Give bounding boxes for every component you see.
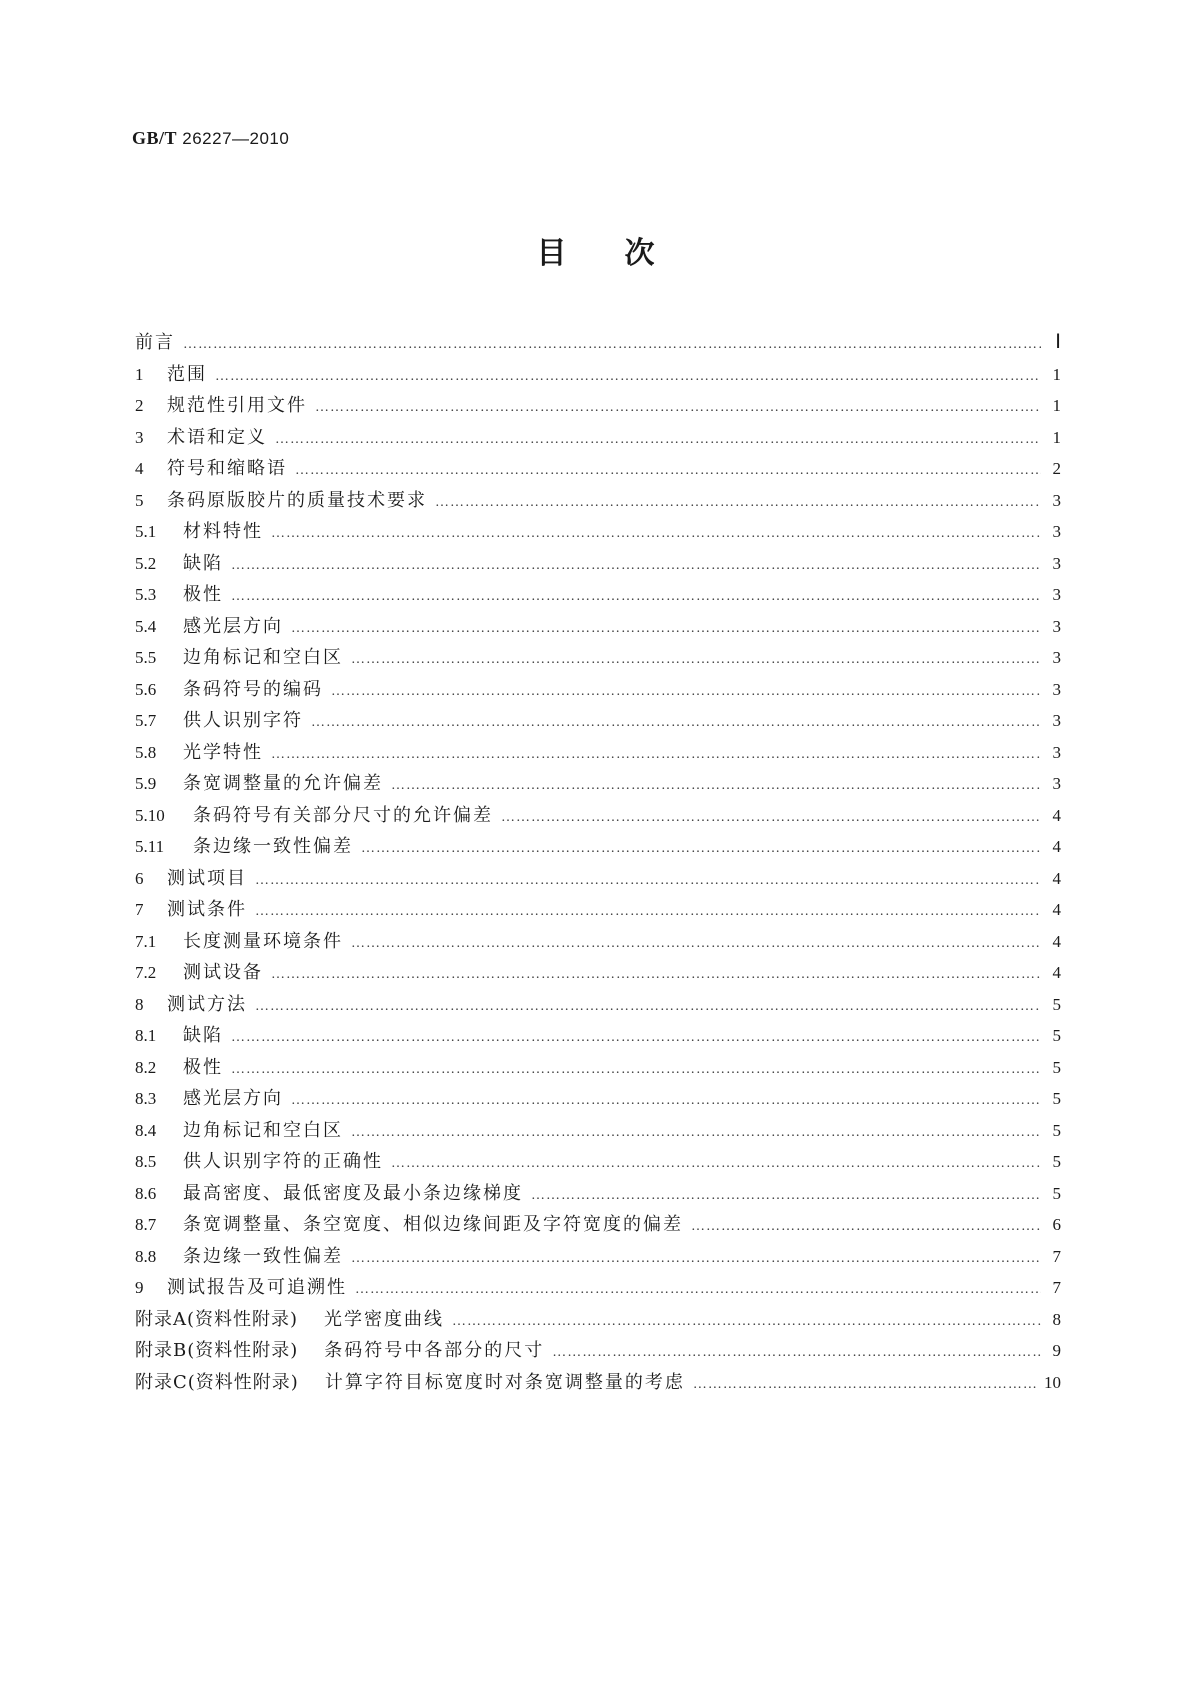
toc-entry[interactable] xyxy=(135,328,1061,360)
toc-entry-page: 1 xyxy=(1052,364,1061,384)
toc-entry-number: 5.11 xyxy=(135,837,165,856)
toc-entry-page: 1 xyxy=(1052,396,1061,415)
toc-entry-page: 3 xyxy=(1052,774,1061,793)
toc-entry-page: 4 xyxy=(1052,900,1061,919)
toc-dot-leader xyxy=(183,337,1041,353)
toc-entry[interactable] xyxy=(135,1210,1061,1242)
toc-entry[interactable] xyxy=(135,423,1061,455)
toc-entry-title: 测试项目 xyxy=(167,867,247,889)
toc-entry[interactable] xyxy=(135,769,1061,801)
toc-entry-title: 条边缘一致性偏差 xyxy=(193,836,353,857)
toc-entry-number: 1 xyxy=(135,364,144,384)
toc-entry-page: 1 xyxy=(1052,427,1061,447)
toc-entry[interactable] xyxy=(135,1368,1061,1400)
toc-entry-page: 7 xyxy=(1052,1278,1061,1297)
toc-entry-number: 5.2 xyxy=(135,553,157,573)
toc-entry-title: 条码符号中各部分的尺寸 xyxy=(324,1340,545,1361)
toc-entry-page: 3 xyxy=(1052,553,1061,573)
toc-entry-title: 条宽调整量、条空宽度、相似边缘间距及字符宽度的偏差 xyxy=(183,1214,683,1235)
toc-entry-title: 符号和缩略语 xyxy=(167,458,287,479)
toc-entry-title: 条边缘一致性偏差 xyxy=(183,1245,343,1267)
toc-entry-page: 3 xyxy=(1052,679,1061,699)
toc-entry-number: 8.8 xyxy=(135,1246,157,1266)
toc-entry-number: 4 xyxy=(135,459,144,478)
toc-entry-number: 5.1 xyxy=(135,522,157,541)
toc-entry-number: 5.8 xyxy=(135,742,157,762)
toc-entry-page: 2 xyxy=(1052,459,1061,478)
toc-entry-page: 6 xyxy=(1052,1215,1061,1234)
toc-entry[interactable] xyxy=(135,1273,1061,1305)
toc-dot-leader xyxy=(231,1030,1041,1046)
toc-entry-title: 规范性引用文件 xyxy=(167,395,307,416)
toc-entry-title: 前言 xyxy=(135,332,175,353)
standard-number xyxy=(132,128,289,149)
toc-entry-number: 5.4 xyxy=(135,616,157,636)
toc-entry-page: 4 xyxy=(1052,963,1061,982)
toc-dot-leader xyxy=(271,967,1041,983)
toc-dot-leader xyxy=(501,810,1041,826)
toc-entry-title: 材料特性 xyxy=(183,521,263,542)
toc-entry-number: 6 xyxy=(135,868,144,888)
toc-entry[interactable] xyxy=(135,864,1061,896)
toc-entry-title: 条宽调整量的允许偏差 xyxy=(183,773,383,794)
toc-entry-title: 感光层方向 xyxy=(183,1088,283,1109)
toc-entry-title: 条码符号有关部分尺寸的允许偏差 xyxy=(193,804,493,826)
toc-entry-title: 极性 xyxy=(183,584,223,605)
toc-entry-title: 供人识别字符的正确性 xyxy=(183,1151,383,1172)
toc-dot-leader xyxy=(391,778,1041,794)
toc-entry-title: 条码原版胶片的质量技术要求 xyxy=(167,489,427,511)
toc-entry-number: 8.6 xyxy=(135,1183,157,1203)
toc-entry[interactable] xyxy=(135,1179,1061,1211)
toc-dot-leader xyxy=(361,841,1041,857)
toc-entry-number: 5.9 xyxy=(135,774,157,793)
toc-entry-number: 9 xyxy=(135,1278,144,1297)
toc-entry-page: 9 xyxy=(1052,1341,1061,1360)
toc-entry-number: 3 xyxy=(135,427,144,447)
toc-entry-title: 长度测量环境条件 xyxy=(183,930,343,952)
toc-dot-leader xyxy=(691,1219,1041,1235)
toc-dot-leader xyxy=(351,1251,1041,1267)
toc-entry-page: 3 xyxy=(1052,711,1061,730)
toc-entry-title: 光学密度曲线 xyxy=(324,1308,445,1330)
toc-entry-number: 7 xyxy=(135,900,144,919)
toc-dot-leader xyxy=(231,558,1041,574)
toc-entry[interactable] xyxy=(135,1305,1061,1337)
toc-entry-page: 8 xyxy=(1052,1309,1061,1329)
toc-entry-page: 3 xyxy=(1052,616,1061,636)
toc-entry-number: 5.7 xyxy=(135,711,157,730)
toc-entry-page: 3 xyxy=(1052,742,1061,762)
toc-entry[interactable] xyxy=(135,801,1061,833)
toc-entry-number: 5.6 xyxy=(135,679,157,699)
toc-entry[interactable] xyxy=(135,612,1061,644)
toc-entry-title: 边角标记和空白区 xyxy=(183,647,343,668)
toc-entry-page: 4 xyxy=(1052,868,1061,888)
toc-dot-leader xyxy=(275,432,1041,448)
toc-entry-page: 4 xyxy=(1052,805,1061,825)
toc-entry-page: 5 xyxy=(1052,1089,1061,1108)
toc-dot-leader xyxy=(351,1125,1041,1141)
toc-entry-title: 极性 xyxy=(183,1056,223,1078)
standard-code: 26227—2010 xyxy=(182,129,290,148)
toc-dot-leader xyxy=(351,936,1041,952)
toc-entry-number: 2 xyxy=(135,396,144,415)
toc-entry[interactable] xyxy=(135,454,1061,486)
toc-dot-leader xyxy=(351,652,1041,668)
toc-entry[interactable] xyxy=(135,1116,1061,1148)
toc-entry[interactable] xyxy=(135,895,1061,927)
toc-entry[interactable] xyxy=(135,1084,1061,1116)
toc-entry-number: 5.3 xyxy=(135,585,157,604)
toc-entry-page: 5 xyxy=(1052,1026,1061,1045)
toc-entry[interactable] xyxy=(135,738,1061,770)
toc-entry-title: 条码符号的编码 xyxy=(183,678,323,700)
toc-entry-page: 3 xyxy=(1052,490,1061,510)
toc-entry-title: 测试设备 xyxy=(183,962,263,983)
toc-entry-title: 供人识别字符 xyxy=(183,710,303,731)
toc-entry-title: 范围 xyxy=(167,363,207,385)
toc-entry[interactable] xyxy=(135,549,1061,581)
toc-entry[interactable] xyxy=(135,1021,1061,1053)
toc-entry-page: 3 xyxy=(1052,585,1061,604)
toc-entry[interactable] xyxy=(135,832,1061,864)
page-title: 目次 xyxy=(536,236,713,271)
toc-entry[interactable] xyxy=(135,580,1061,612)
toc-entry[interactable] xyxy=(135,927,1061,959)
toc-entry-number: 8 xyxy=(135,994,144,1014)
toc-dot-leader xyxy=(255,999,1041,1015)
toc-entry[interactable] xyxy=(135,990,1061,1022)
toc-entry[interactable] xyxy=(135,958,1061,990)
toc-entry-page: 4 xyxy=(1052,931,1061,951)
toc-dot-leader xyxy=(391,1156,1041,1172)
toc-entry-title: 缺陷 xyxy=(183,1025,223,1046)
toc-entry-number: 8.4 xyxy=(135,1120,157,1140)
toc-dot-leader xyxy=(271,747,1041,763)
toc-entry[interactable] xyxy=(135,1336,1061,1368)
toc-dot-leader xyxy=(693,1377,1036,1393)
toc-entry[interactable] xyxy=(135,486,1061,518)
toc-dot-leader xyxy=(315,400,1041,416)
toc-entry-title: 测试报告及可追溯性 xyxy=(167,1277,347,1298)
toc-entry[interactable] xyxy=(135,1053,1061,1085)
toc-entry-number: 7.2 xyxy=(135,963,157,982)
toc-entry-page: 5 xyxy=(1052,1183,1061,1203)
toc-entry-page: 3 xyxy=(1052,522,1061,541)
toc-entry-title: 光学特性 xyxy=(183,741,263,763)
toc-dot-leader xyxy=(552,1345,1041,1361)
toc-dot-leader xyxy=(435,495,1041,511)
toc-dot-leader xyxy=(231,589,1041,605)
toc-dot-leader xyxy=(311,715,1041,731)
toc-entry-number: 5 xyxy=(135,490,144,510)
toc-appendix-label: 附录A(资料性附录) xyxy=(135,1308,299,1330)
toc-entry-number: 8.7 xyxy=(135,1215,157,1234)
toc-dot-leader xyxy=(331,684,1041,700)
toc-entry-title: 术语和定义 xyxy=(167,426,267,448)
toc-dot-leader xyxy=(531,1188,1041,1204)
toc-appendix-label: 附录B(资料性附录) xyxy=(135,1340,299,1361)
toc-entry-number: 8.2 xyxy=(135,1057,157,1077)
toc-entry-title: 测试方法 xyxy=(167,993,247,1015)
toc-entry-title: 测试条件 xyxy=(167,899,247,920)
toc-dot-leader xyxy=(291,621,1041,637)
toc-entry[interactable] xyxy=(135,1242,1061,1274)
toc-dot-leader xyxy=(215,369,1041,385)
toc-entry[interactable] xyxy=(135,391,1061,423)
toc-appendix-label: 附录C(资料性附录) xyxy=(135,1371,299,1393)
toc-entry-number: 5.5 xyxy=(135,648,157,667)
toc-dot-leader xyxy=(452,1314,1041,1330)
toc-entry-page: 5 xyxy=(1052,994,1061,1014)
toc-dot-leader xyxy=(291,1093,1041,1109)
toc-entry-title: 边角标记和空白区 xyxy=(183,1119,343,1141)
toc-dot-leader xyxy=(295,463,1041,479)
toc-entry-page: 7 xyxy=(1052,1246,1061,1266)
toc-entry-title: 感光层方向 xyxy=(183,615,283,637)
toc-dot-leader xyxy=(271,526,1041,542)
toc-entry[interactable] xyxy=(135,643,1061,675)
toc-entry-number: 8.5 xyxy=(135,1152,157,1171)
toc-entry-page: 3 xyxy=(1052,648,1061,667)
toc-entry[interactable] xyxy=(135,706,1061,738)
toc-entry[interactable] xyxy=(135,360,1061,392)
toc-entry[interactable] xyxy=(135,1147,1061,1179)
toc-dot-leader xyxy=(255,873,1041,889)
toc-entry-number: 8.1 xyxy=(135,1026,157,1045)
toc-entry-page: 5 xyxy=(1052,1057,1061,1077)
toc-entry-page: 4 xyxy=(1052,837,1061,856)
toc-dot-leader xyxy=(355,1282,1041,1298)
toc-entry-number: 8.3 xyxy=(135,1089,157,1108)
toc-entry-page: 10 xyxy=(1044,1372,1061,1392)
toc-entry-number: 7.1 xyxy=(135,931,157,951)
table-of-contents xyxy=(135,328,1061,1399)
toc-entry[interactable] xyxy=(135,675,1061,707)
toc-dot-leader xyxy=(231,1062,1041,1078)
toc-entry-page: Ⅰ xyxy=(1055,331,1061,353)
toc-entry-title: 最高密度、最低密度及最小条边缘梯度 xyxy=(183,1182,523,1204)
toc-entry-page: 5 xyxy=(1052,1120,1061,1140)
standard-prefix: GB/T xyxy=(132,128,178,148)
toc-entry-title: 缺陷 xyxy=(183,552,223,574)
toc-entry[interactable] xyxy=(135,517,1061,549)
toc-entry-title: 计算字符目标宽度时对条宽调整量的考虑 xyxy=(324,1371,685,1393)
toc-entry-number: 5.10 xyxy=(135,805,165,825)
toc-entry-page: 5 xyxy=(1052,1152,1061,1171)
toc-dot-leader xyxy=(255,904,1041,920)
